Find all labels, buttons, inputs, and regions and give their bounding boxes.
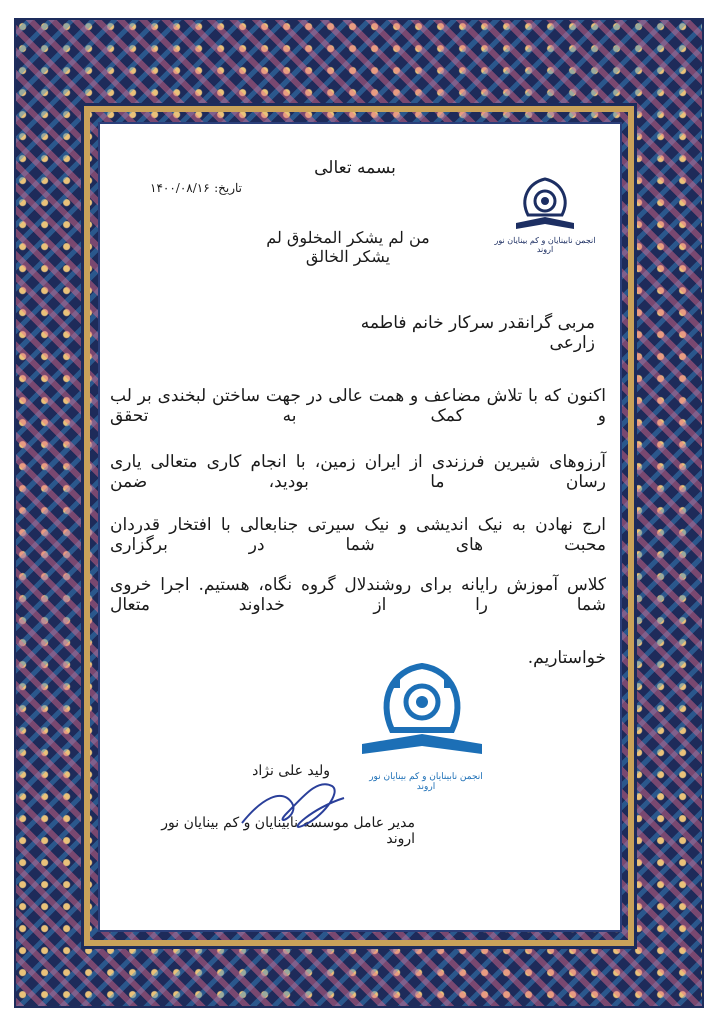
body-line-2: آرزوهای شیرین فرزندی از ایران زمین، با انجام کاری متعالی یاری رسان ما بودید، ضمن	[110, 452, 606, 492]
body-line-3: ارج نهادن به نیک اندیشی و نیک سیرتی جنابعالی با افتخار قدردان محبت های شما در برگزاری	[110, 515, 606, 555]
organization-logo-icon	[510, 175, 580, 240]
organization-name-small: انجمن نابینایان و کم بینایان نور اروند	[494, 236, 596, 254]
signer-name: ولید علی نژاد	[252, 763, 330, 779]
body-line-5: خواستاریم.	[527, 648, 606, 668]
recipient-line: مربی گرانقدر سرکار خانم فاطمه زارعی	[360, 313, 595, 353]
organization-stamp-icon	[352, 660, 492, 772]
organization-name-stamp: انجمن نابینایان و کم بینایان نور اروند	[369, 772, 483, 792]
signature-scribble-icon	[232, 768, 352, 838]
basmala-heading: بسمه تعالی	[314, 158, 396, 178]
verse-heading: من لم یشکر المخلوق لم یشکر الخالق	[266, 228, 430, 266]
date-label: تاریخ:	[214, 181, 242, 195]
body-line-4: کلاس آموزش رایانه برای روشندلال گروه نگاه، هستیم. اجرا خروی شما را از خداوند متعال	[110, 575, 606, 615]
signer-title: مدیر عامل موسسه نابینایان و کم بینایان نور اروند	[161, 815, 415, 847]
date-value: ۱۴۰۰/۰۸/۱۶	[150, 181, 210, 195]
body-line-1: اکنون که با تلاش مضاعف و همت عالی در جهت ساختن لبخندی بر لب و کمک به تحقق	[110, 386, 606, 426]
